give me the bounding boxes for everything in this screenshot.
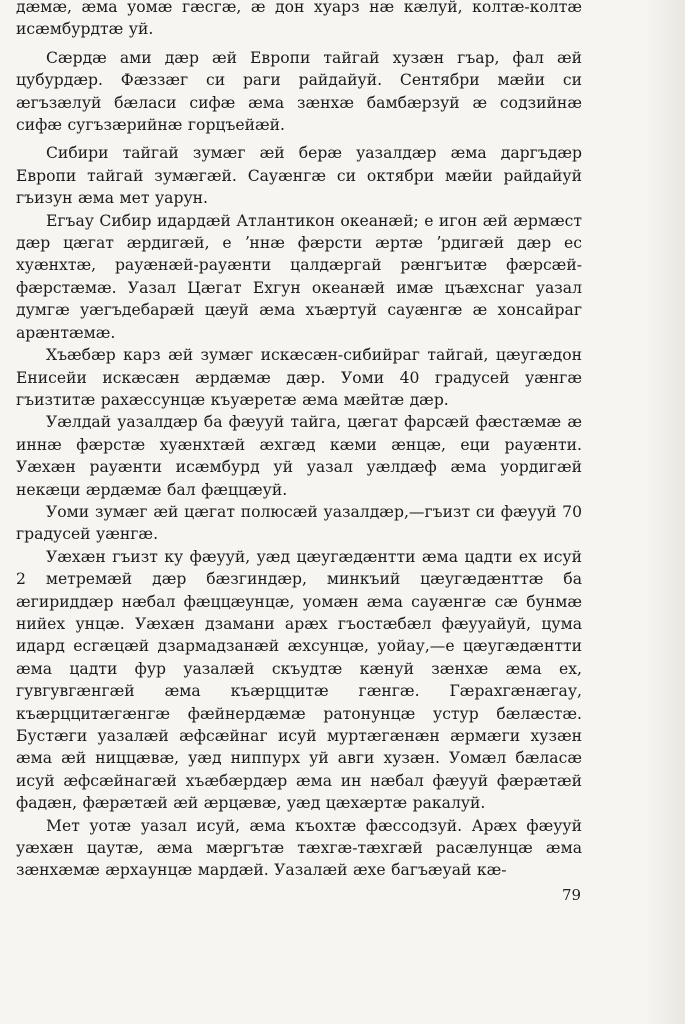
paragraph-9: Мет уотæ уазал исуй, æма къохтæ фæссодзуй. Арæх фæууй уæхæн цаутæ, æма мæргътæ тæхгæ-тæхгæй расæлунцæ æма зæнхæмæ æрхаунцæ мардæй. Уазалæй æхе багъæуай кæ- <box>16 816 582 880</box>
paragraph-4: Егъау Сибир идардæй Атлантикон океанæй; е игон æй æрмæст дæр цæгат æрдигæй, е ʼннæ фæрсти æртæ ʼрдигæй дæр ес хуæнхтæ, рауæнæй-рауæнти цалдæргай рæнгъитæ фæрсæй-фæрстæмæ. Уазал Цæгат Ехгун океанæй имæ цъæхснаг уазал думгæ уæгъдебарæй цæуй æма хъæртуй сауæнгæ æ хонсайраг арæнтæмæ. <box>16 211 582 342</box>
paragraph-6: Уæлдай уазалдæр ба фæууй тайга, цæгат фарсæй фæстæмæ æ иннæ фæрстæ хуæнхтæй æхгæд кæми æнцæ, еци рауæнти. Уæхæн рауæнти исæмбурд уй уазал уæлдæф æма уордигæй некæци æрдæмæ бал фæццæуй. <box>16 413 582 499</box>
page-number: 79 <box>562 886 582 904</box>
book-page <box>16 0 582 882</box>
paragraph-7: Уоми зумæг æй цæгат полюсæй уазалдæр,—гъизт си фæууй 70 градусей уæнгæ. <box>16 502 582 544</box>
page-edge-shadow <box>645 0 685 1024</box>
paragraph-1: дæмæ, æма уомæ гæсгæ, æ дон хуарз нæ кæлуй, колтæ-колтæ исæмбурдтæ уй. <box>16 0 582 39</box>
paragraph-5: Хъæбæр карз æй зумæг искæсæн-сибийраг тайгай, цæугæдон Енисейи искæсæн æрдæмæ дæр. Уоми 40 градусей уæнгæ гъизтитæ рахæссунцæ къуæретæ æма мæйтæ дæр. <box>16 346 582 409</box>
paragraph-8: Уæхæн гъизт ку фæууй, уæд цæугæдæнтти æма цадти ех исуй 2 метремæй дæр бæзгиндæр, минкъий цæугæдæнттæ ба æгириддæр нæбал фæццæунцæ, уомæн æма сауæнгæ сæ бунмæ нийех унцæ. Уæхæн дзамани арæх гъостæбæл фæууайуй, цума идард есгæцæй дзармадзанæй æхсунцæ, уойау,—е цæугæдæнтти æма цадти фур уазалæй скъудтæ кæнуй зæнхæ æма ех, гувгувгæнгæй æма къæрццитæ гæнгæ. Гæрахгæнæгау, къæрццитæгæнгæ фæйнердæмæ ратонунцæ устур бæлæстæ. Бустæги уазалæй æфсæйнаг исуй муртæгæнæн æрмæги хузæн æма æй ниццæвæ, уæд ниппурх уй авги хузæн. Уомæл бæласæ исуй æфсæйнагæй хъæбæрдæр æма ин нæбал фæууй фæрæтæй фадæн, фæрæтæй æй æрцæвæ, уæд цæхæртæ ракалуй. <box>16 547 582 813</box>
paragraph-3: Сибири тайгай зумæг æй берæ уазалдæр æма даргъдæр Европи тайгай зумæгæй. Сауæнгæ си октябри мæйи райдайуй гъизун æма мет уарун. <box>16 144 582 208</box>
paragraph-2: Сæрдæ ами дæр æй Европи тайгай хузæн гъар, фал æй цубурдæр. Фæззæг си раги райдайуй. Сентябри мæйи си æгъзæлуй бæласи сифæ æма зæнхæ бамбæрзуй æ содзийнæ сифæ сугъзæрийнæ горцъейæй. <box>16 48 582 135</box>
